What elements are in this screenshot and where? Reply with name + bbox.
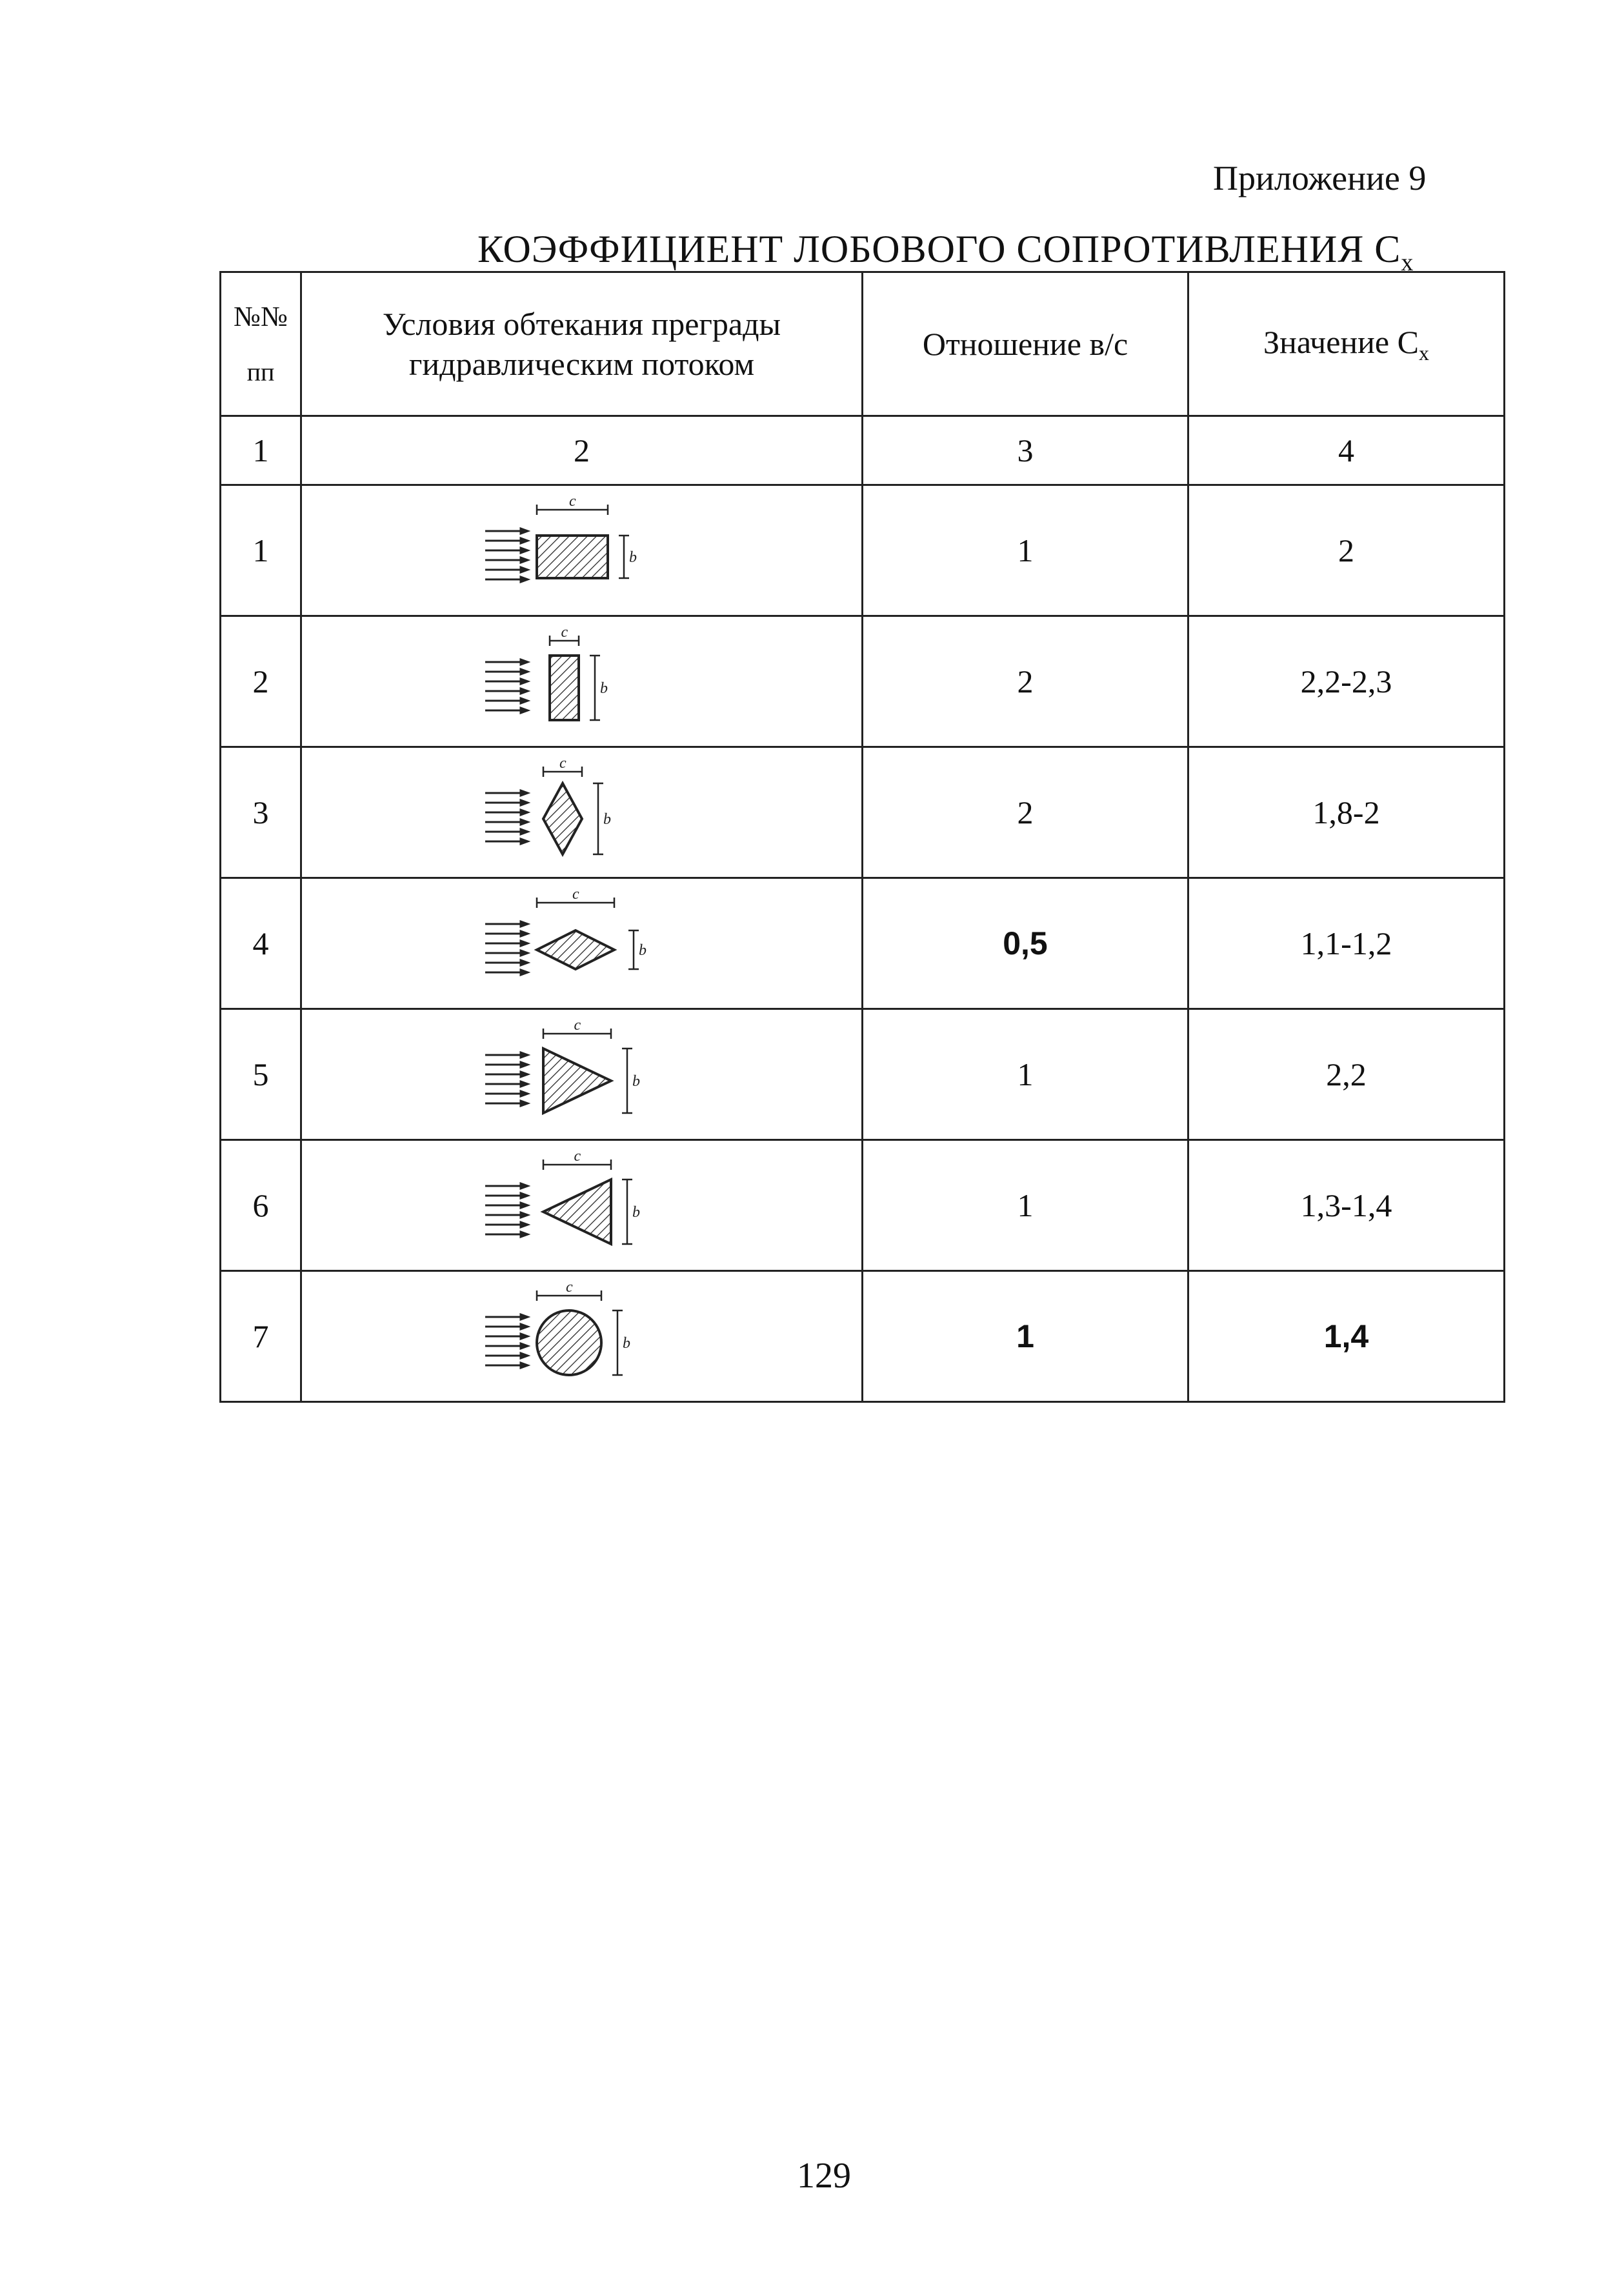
- obstacle-shape-icon: [543, 783, 582, 854]
- header-ratio: Отношение в/с: [863, 272, 1188, 416]
- row-number: 4: [221, 878, 301, 1009]
- dimension-b: [619, 536, 629, 578]
- dimension-c-label: c: [574, 1150, 581, 1165]
- table-row: [221, 1140, 1505, 1271]
- dimension-c-label: c: [559, 758, 566, 772]
- column-number-row: [221, 416, 1505, 485]
- obstacle-shape-icon: [543, 1049, 611, 1113]
- ratio-cell: 0,5: [863, 878, 1188, 1009]
- header-value: Значение $С_х$: [1188, 272, 1505, 416]
- flow-condition-figure: [301, 485, 863, 616]
- dimension-b: [590, 656, 600, 720]
- ratio-cell: 1: [863, 1271, 1188, 1402]
- value-cell: 1,3-1,4: [1188, 1140, 1505, 1271]
- value-cell: 1,1-1,2: [1188, 878, 1505, 1009]
- flow-figure: [472, 1019, 692, 1129]
- flow-arrows-icon: [485, 528, 528, 582]
- flow-condition-figure: [301, 747, 863, 878]
- table-row: [221, 1271, 1505, 1402]
- dimension-b-label: b: [638, 942, 647, 959]
- ratio-cell: 1: [863, 1009, 1188, 1140]
- row-number: 5: [221, 1009, 301, 1140]
- obstacle-shape-icon: [537, 1310, 601, 1375]
- table-row: [221, 747, 1505, 878]
- table-row: [221, 878, 1505, 1009]
- ratio-cell: 2: [863, 616, 1188, 747]
- obstacle-shape-icon: [543, 1180, 611, 1244]
- value-cell: 2,2: [1188, 1009, 1505, 1140]
- page-title: КОЭФФИЦИЕНТ ЛОБОВОГО СОПРОТИВЛЕНИЯ $С_х$: [477, 228, 1414, 276]
- flow-figure: [472, 889, 692, 998]
- table-row: [221, 485, 1505, 616]
- dimension-b-label: b: [622, 1335, 630, 1352]
- column-number: 3: [863, 416, 1188, 485]
- flow-condition-figure: [301, 1140, 863, 1271]
- flow-condition-figure: [301, 616, 863, 747]
- row-number: 6: [221, 1140, 301, 1271]
- drag-coefficient-table: [219, 271, 1505, 1403]
- dimension-b: [622, 1049, 632, 1113]
- ratio-cell: 1: [863, 485, 1188, 616]
- obstacle-shape-icon: [537, 930, 614, 969]
- flow-figure: [472, 1150, 692, 1260]
- flow-arrows-icon: [485, 659, 528, 713]
- value-cell: 1,8-2: [1188, 747, 1505, 878]
- dimension-b-label: b: [632, 1073, 640, 1090]
- dimension-b: [622, 1180, 632, 1244]
- flow-condition-figure: [301, 878, 863, 1009]
- dimension-c-label: c: [561, 627, 568, 641]
- dimension-c-label: c: [568, 496, 576, 510]
- ratio-cell: 2: [863, 747, 1188, 878]
- header-conditions: Условия обтекания преграды гидравлическим потоком: [301, 272, 863, 416]
- flow-figure: [472, 758, 692, 867]
- flow-condition-figure: [301, 1009, 863, 1140]
- flow-condition-figure: [301, 1271, 863, 1402]
- dimension-b-label: b: [628, 549, 637, 566]
- dimension-c-label: c: [572, 889, 579, 903]
- dimension-b-label: b: [599, 680, 608, 697]
- obstacle-shape-icon: [537, 536, 608, 578]
- page-number: 129: [797, 2156, 851, 2196]
- table-row: [221, 616, 1505, 747]
- dimension-b: [628, 930, 639, 969]
- flow-figure: [472, 1281, 692, 1391]
- value-cell: 2,2-2,3: [1188, 616, 1505, 747]
- flow-arrows-icon: [485, 1052, 528, 1106]
- dimension-b-label: b: [632, 1204, 640, 1221]
- table-row: [221, 1009, 1505, 1140]
- row-number: 1: [221, 485, 301, 616]
- dimension-c-label: c: [574, 1019, 581, 1034]
- dimension-b: [612, 1310, 623, 1375]
- flow-arrows-icon: [485, 921, 528, 975]
- row-number: 7: [221, 1271, 301, 1402]
- value-cell: 2: [1188, 485, 1505, 616]
- dimension-b: [593, 783, 603, 854]
- flow-figure: [472, 496, 692, 605]
- row-number: 3: [221, 747, 301, 878]
- ratio-cell: 1: [863, 1140, 1188, 1271]
- dimension-b-label: b: [603, 811, 611, 828]
- dimension-c-label: c: [565, 1281, 573, 1296]
- flow-arrows-icon: [485, 790, 528, 844]
- obstacle-shape-icon: [550, 656, 579, 720]
- flow-arrows-icon: [485, 1314, 528, 1368]
- column-number: 4: [1188, 416, 1505, 485]
- column-number: 1: [221, 416, 301, 485]
- row-number: 2: [221, 616, 301, 747]
- value-cell: 1,4: [1188, 1271, 1505, 1402]
- column-number: 2: [301, 416, 863, 485]
- header-number: №№ пп: [221, 272, 301, 416]
- table-header-row: [221, 272, 1505, 416]
- flow-figure: [472, 627, 692, 736]
- appendix-label: Приложение 9: [1213, 159, 1427, 197]
- flow-arrows-icon: [485, 1183, 528, 1237]
